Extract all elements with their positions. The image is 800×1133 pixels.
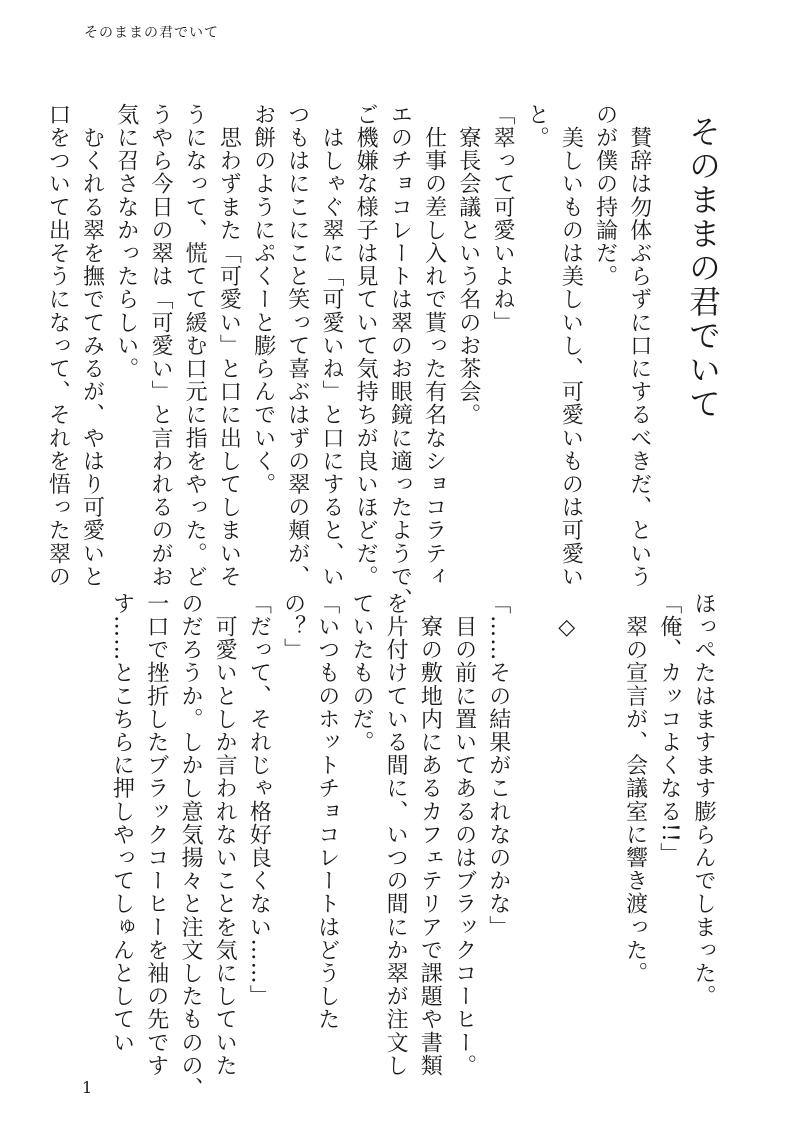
text-line: むくれる翠を撫でてみるが、やはり可愛いと (79, 103, 105, 589)
text-line: のが僕の持論だ。 (592, 103, 618, 288)
text-line: お餅のようにぷくーと膨らんでいく。 (250, 103, 276, 496)
text-line: の？」 (280, 592, 306, 662)
page-number: 1 (82, 1078, 93, 1097)
text-line: うになって、慌てて緩む口元に指をやった。ど (182, 103, 208, 589)
text-line: 賛辞は勿体ぶらずに口にするべきだ、という (626, 103, 652, 589)
text-line: ていたものだ。 (348, 592, 374, 754)
text-line: 「……その結果がこれなのかな」 (485, 592, 511, 939)
blank-line (583, 592, 617, 1062)
text-line: 「翠って可愛いよね」 (489, 103, 515, 334)
text-line: 気に召さなかったらしい。 (113, 103, 139, 381)
scene-break-diamond: ◇ (554, 592, 580, 642)
text-line: 寮の敷地内にあるカフェテリアで課題や書類 (417, 592, 443, 1078)
text-line: うやら今日の翠は「可愛い」と言われるのがお (147, 103, 173, 589)
running-header: そのままの君でいて (84, 25, 219, 41)
text-line: 寮長会議という名のお茶会。 (455, 103, 481, 427)
text-line: 「俺、カッコよくなる!!」 (656, 592, 682, 866)
text-line: はしゃぐ翠に「可愛いね」と口にすると、い (318, 103, 344, 589)
text-line: つもはにこにこと笑って喜ぶはずの翠の頬が、 (284, 103, 310, 589)
text-line: ご機嫌な様子は見ていて気持ちが良いほどだ。 (353, 103, 379, 589)
text-line: 「いつものホットチョコレートはどうした (314, 592, 340, 1031)
text-line: ほっぺたはますます膨らんでしまった。 (691, 592, 716, 1008)
text-line: 思わずまた「可愛い」と口に出してしまいそ (216, 103, 242, 589)
text-line: エのチョコレートは翠のお眼鏡に適ったようで、 (387, 103, 413, 612)
chapter-title: そのままの君でいて (684, 115, 722, 421)
text-line: を片付けている間に、いつの間にか翠が注文し (383, 592, 409, 1078)
text-line: と。 (524, 103, 550, 150)
text-line: 一口で挫折したブラックコーヒーを袖の先です (143, 592, 169, 1078)
text-line: 美しいものは美しいし、可愛いものは可愛い (558, 103, 584, 589)
text-line: 翠の宣言が、会議室に響き渡った。 (622, 592, 648, 985)
text-line: 口をついて出そうになって、それを悟った翠の (45, 103, 71, 589)
text-line: 仕事の差し入れで貰った有名なショコラティ (421, 103, 447, 589)
text-line: 可愛いとしか言われないことを気にしていた (212, 592, 238, 1078)
lower-text-block (104, 592, 720, 1101)
text-line: す……とこちらに押しやってしゅんとしてい (109, 592, 135, 1054)
text-line: のだろうか。しかし意気揚々と注文したものの、 (177, 592, 203, 1101)
blank-line (515, 592, 549, 1062)
text-line: 「だって、それじゃ格好良くない……」 (246, 592, 272, 1008)
upper-text-block (40, 103, 722, 612)
text-line: 目の前に置いてあるのはブラックコーヒー。 (451, 592, 477, 1078)
